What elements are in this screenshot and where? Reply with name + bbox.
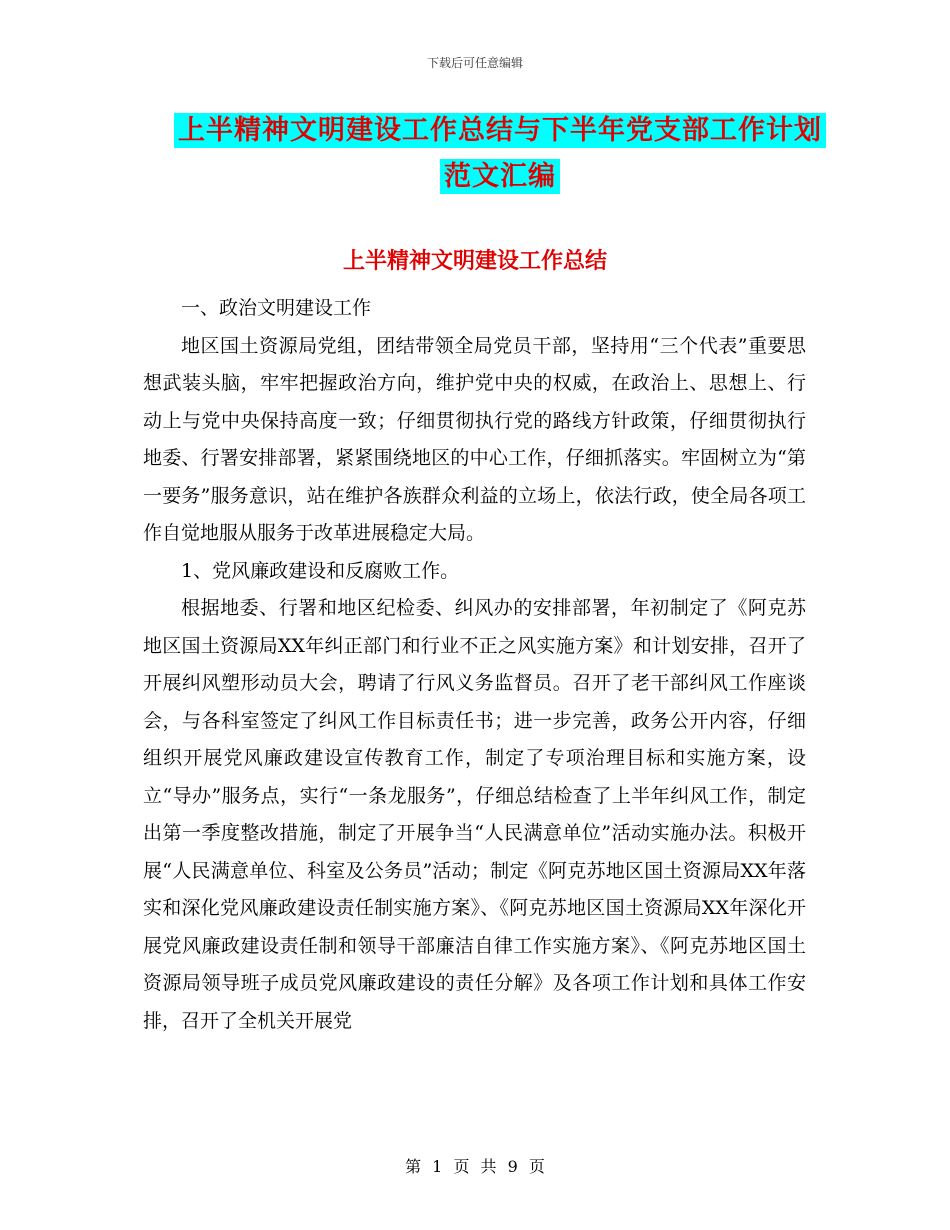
paragraph-heading-1: 一、政治文明建设工作 [181,297,372,319]
header-note: 下载后可任意编辑 [426,56,523,70]
paragraph: 地区国土资源局党组，团结带领全局党员干部，坚持用“三个代表”重要思想武装头脑，牢牢把握政治方向，维护党中央的权威，在政治上、思想上、行动上与党中央保持高度一致；仔细贯彻执行党的路线方针政策，仔细贯彻执行地委、行署安排部署，紧紧围绕地区的中心工作，仔细抓落实。牢固树立为“第一要务”服务意识，站在维护各族群众利益的立场上，依法行政，使全局各项工作自觉地服从服务于改革进展稳定大局。 [143,334,806,544]
paragraph-heading-2: 1、党风廉政建设和反腐败工作。 [181,559,460,582]
page-footer: 第 1 页 共 9 页 [405,1157,545,1176]
paragraph: 根据地委、行署和地区纪检委、纠风办的安排部署，年初制定了《阿克苏地区国土资源局XX年纠正部门和行业不正之风实施方案》和计划安排，召开了开展纠风塑形动员大会，聘请了行风义务监督员。召开了老干部纠风工作座谈会，与各科室签定了纠风工作目标责任书；进一步完善，政务公开内容，仔细组织开展党风廉政建设宣传教育工作，制定了专项治理目标和实施方案，设立“导办”服务点，实行“一条龙服务”，仔细总结检查了上半年纠风工作，制定出第一季度整改措施，制定了开展争当“人民满意单位”活动实施办法。积极开展“人民满意单位、科室及公务员”活动；制定《阿克苏地区国土资源局XX年落实和深化党风廉政建设责任制实施方案》、《阿克苏地区国土资源局XX年深化开展党风廉政建设责任制和领导干部廉洁自律工作实施方案》、《阿克苏地区国土资源局领导班子成员党风廉政建设的责任分解》及各项工作计划和具体工作安排，召开了全机关开展党 [143,597,806,1032]
section-title: 上半精神文明建设工作总结 [342,248,607,274]
title-line-2: 范文汇编 [440,159,560,194]
body-text [143,290,806,1040]
title-line-1: 上半精神文明建设工作总结与下半年党支部工作计划 [174,113,826,148]
document-title [140,108,860,200]
